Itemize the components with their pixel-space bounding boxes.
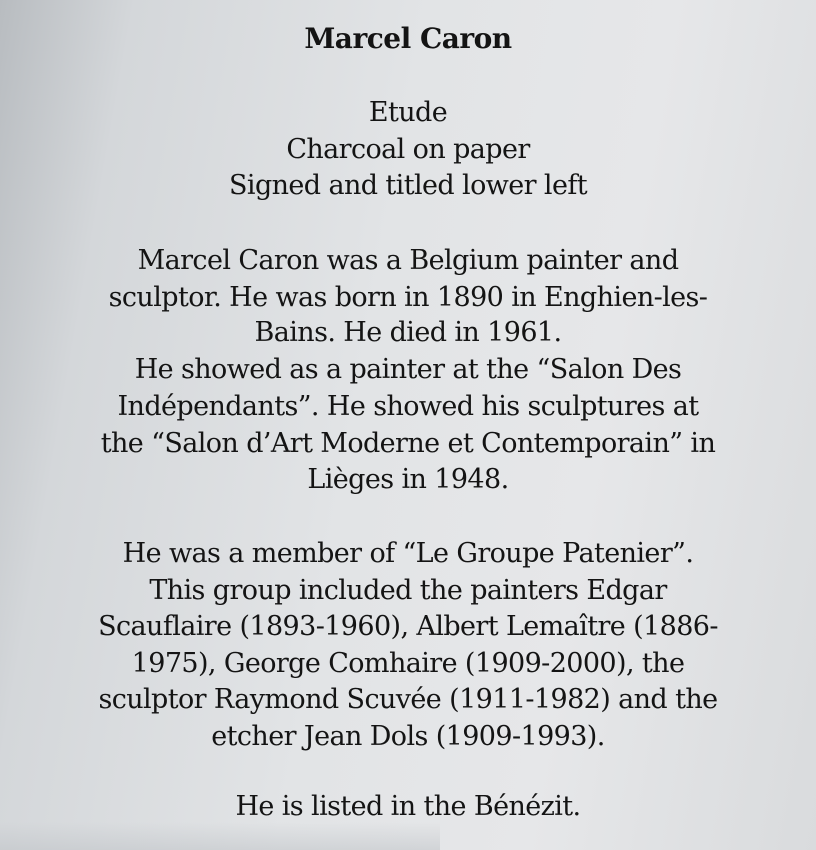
group-line: Scauflaire (1893-1960), Albert Lemaître (1886- <box>98 611 718 642</box>
bio-line: Indépendants”. He showed his sculptures at <box>117 391 699 422</box>
group-line: etcher Jean Dols (1909-1993). <box>211 721 605 752</box>
bio-line: Lièges in 1948. <box>307 464 509 495</box>
bio-line: the “Salon d’Art Moderne et Contemporain” in <box>100 428 716 459</box>
bio-line: sculptor. He was born in 1890 in Enghien-les- <box>108 282 708 313</box>
group-line: 1975), George Comhaire (1909-2000), the <box>131 648 685 679</box>
bio-line: Marcel Caron was a Belgium painter and <box>137 245 679 276</box>
group-line: He was a member of “Le Groupe Patenier”. <box>122 538 694 569</box>
bio-line: Bains. He died in 1961. <box>254 317 562 348</box>
group-line: sculptor Raymond Scuvée (1911-1982) and the <box>98 684 718 715</box>
artwork-signature: Signed and titled lower left <box>229 170 587 201</box>
benezit-note: He is listed in the Bénézit. <box>235 791 581 822</box>
group-line: This group included the painters Edgar <box>149 575 667 606</box>
artwork-title: Etude <box>368 97 448 128</box>
bio-line: He showed as a painter at the “Salon Des <box>134 354 682 385</box>
paper-fold-shadow <box>0 822 440 850</box>
artwork-medium: Charcoal on paper <box>286 134 530 165</box>
artist-name-title: Marcel Caron <box>304 22 512 55</box>
